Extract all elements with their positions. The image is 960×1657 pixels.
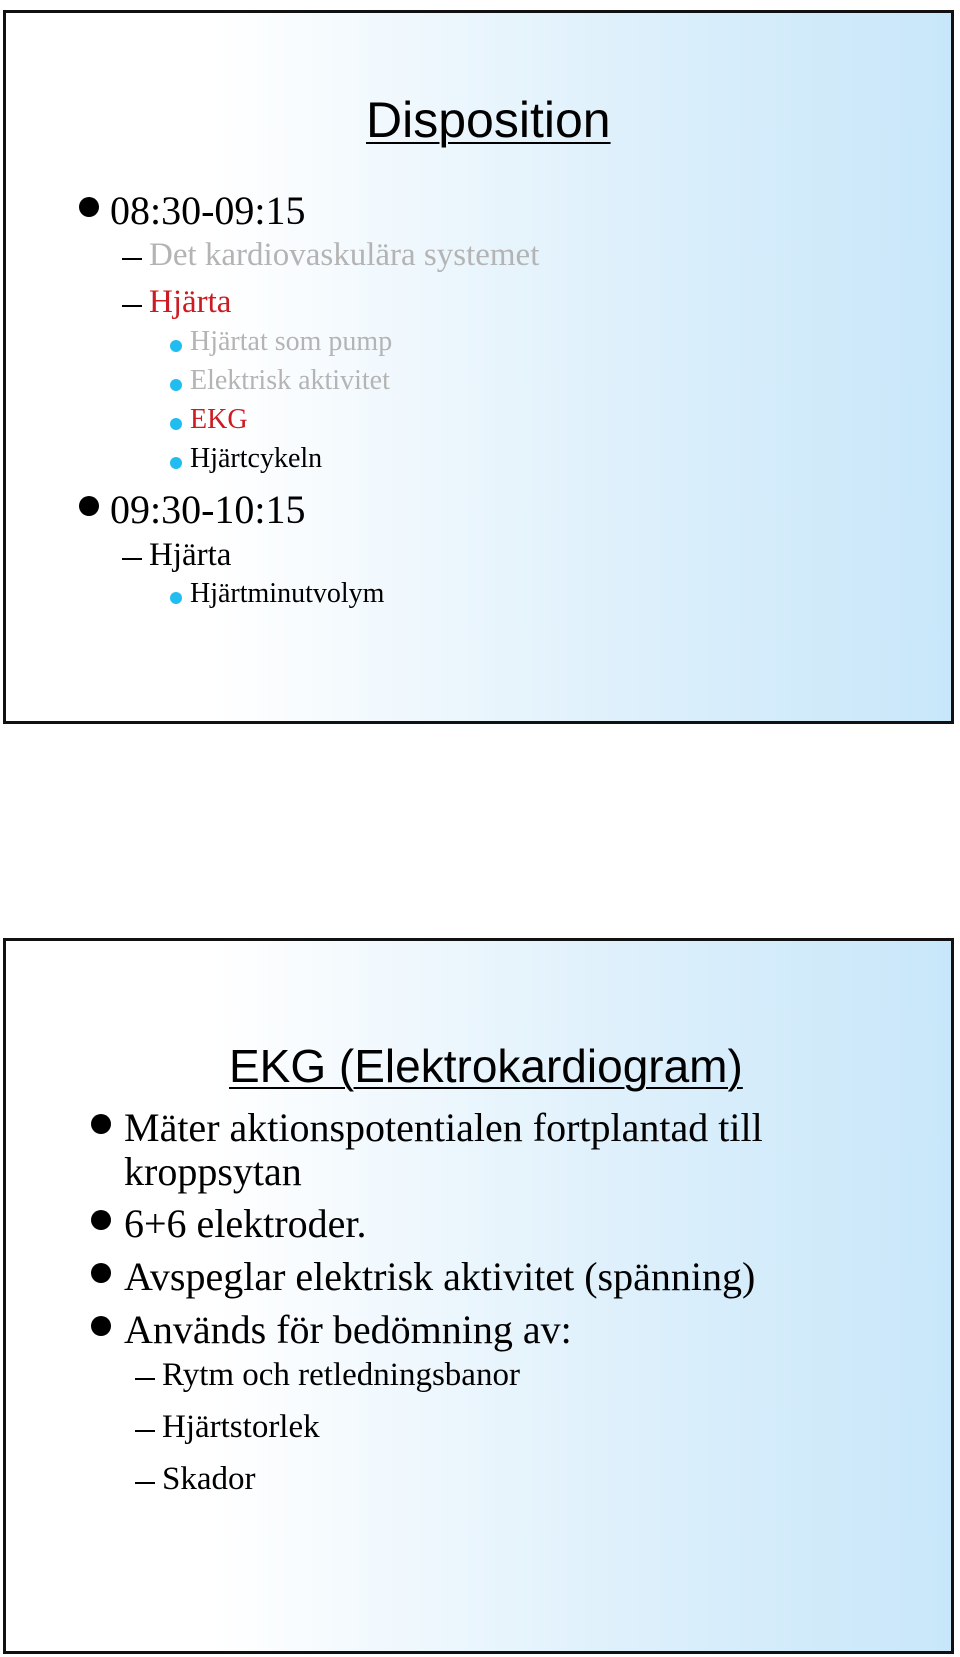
dash-icon (122, 558, 142, 560)
bullet-icon (170, 592, 182, 604)
bullet-icon (91, 1316, 111, 1336)
time-slot-second: 09:30-10:15 (110, 487, 306, 532)
bullet-icon (79, 496, 99, 516)
bullet-icon (170, 340, 182, 352)
sub-rhythm: Rytm och retledningsbanor (162, 1357, 520, 1393)
bullet-icon (170, 379, 182, 391)
slide-disposition (3, 10, 954, 724)
subtopic-heart-as-pump: Hjärtat som pump (190, 326, 393, 357)
bullet-icon (170, 457, 182, 469)
slide-title: EKG (Elektrokardiogram) (229, 1040, 743, 1092)
bullet-icon (79, 197, 99, 217)
bullet-measures-line2: kroppsytan (124, 1149, 302, 1194)
bullet-icon (170, 418, 182, 430)
time-slot-first: 08:30-09:15 (110, 188, 306, 233)
bullet-icon (91, 1114, 111, 1134)
subtopic-electrical-activity: Elektrisk aktivitet (190, 365, 390, 396)
subtopic-ekg-current: EKG (190, 404, 248, 435)
subtopic-cardiac-cycle: Hjärtcykeln (190, 443, 323, 474)
bullet-measures-line1: Mäter aktionspotentialen fortplantad till (124, 1105, 763, 1150)
bullet-electrodes: 6+6 elektroder. (124, 1201, 367, 1246)
bullet-reflects-activity: Avspeglar elektrisk aktivitet (spänning) (124, 1254, 756, 1299)
bullet-used-for: Används för bedömning av: (124, 1307, 572, 1352)
topic-heart: Hjärta (149, 537, 232, 573)
bullet-icon (91, 1210, 111, 1230)
sub-damage: Skador (162, 1461, 256, 1497)
topic-cardiovascular-system: Det kardiovaskulära systemet (149, 237, 540, 273)
slide-ekg (3, 938, 954, 1654)
dash-icon (135, 1378, 155, 1380)
dash-icon (135, 1482, 155, 1484)
slide-title: Disposition (366, 92, 611, 148)
sub-heart-size: Hjärtstorlek (162, 1409, 320, 1445)
dash-icon (122, 258, 142, 260)
dash-icon (122, 305, 142, 307)
subtopic-cardiac-output: Hjärtminutvolym (190, 578, 385, 609)
topic-heart-current: Hjärta (149, 284, 232, 320)
dash-icon (135, 1430, 155, 1432)
bullet-icon (91, 1263, 111, 1283)
